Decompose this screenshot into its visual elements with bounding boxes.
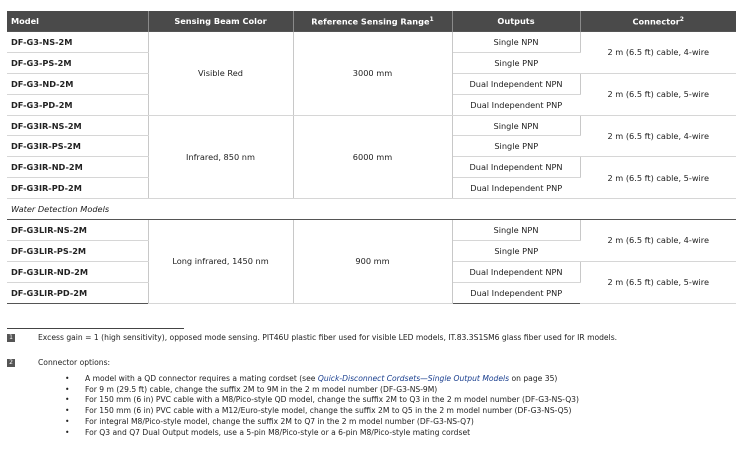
connector-cell: 2 m (6.5 ft) cable, 5-wire xyxy=(580,261,736,303)
footnote-1 xyxy=(7,333,618,343)
output-cell: Single PNP xyxy=(452,136,580,157)
table-header-row xyxy=(7,11,736,32)
output-cell: Single NPN xyxy=(452,32,580,53)
output-cell: Dual Independent PNP xyxy=(452,282,580,303)
col-header-outputs: Outputs xyxy=(452,11,580,32)
footnote-marker: 2 xyxy=(7,359,15,367)
beam-color-cell: Long infrared, 1450 nm xyxy=(148,220,293,304)
col-header-range: Reference Sensing Range$^1$ xyxy=(293,11,452,32)
footnote-divider xyxy=(7,328,184,329)
footnote-2 xyxy=(7,358,111,368)
section-row xyxy=(7,199,736,220)
sensing-range-cell: 3000 mm xyxy=(293,32,452,116)
cordsets-link[interactable]: Quick-Disconnect Cordsets—Single Output Models xyxy=(317,374,510,383)
footnote-marker: 1 xyxy=(7,334,15,342)
model-number: DF-G3-ND-2M xyxy=(7,73,148,94)
beam-color-cell: Visible Red xyxy=(148,32,293,116)
output-cell: Dual Independent NPN xyxy=(452,261,580,282)
table-row xyxy=(7,220,736,241)
output-cell: Single PNP xyxy=(452,52,580,73)
model-number: DF-G3LIR-PS-2M xyxy=(7,240,148,261)
model-number: DF-G3IR-ND-2M xyxy=(7,157,148,178)
connector-cell: 2 m (6.5 ft) cable, 5-wire xyxy=(580,73,736,115)
list-item: • For 150 mm (6 in) PVC cable with a M12/Euro-style model, change the suffix 2M to Q5 in the 2 m model number (DF-G3-NS-Q5) xyxy=(65,406,579,417)
sensing-range-cell: 6000 mm xyxy=(293,115,452,199)
list-item: • For 150 mm (6 in) PVC cable with a M8/Pico-style QD model, change the suffix 2M to Q3 in the 2 m model number (DF-G3-NS-Q3) xyxy=(65,395,579,406)
col-header-beam-color: Sensing Beam Color xyxy=(148,11,293,32)
output-cell: Dual Independent NPN xyxy=(452,73,580,94)
connector-options-list xyxy=(65,374,579,438)
model-number: DF-G3-PS-2M xyxy=(7,52,148,73)
output-cell: Dual Independent NPN xyxy=(452,157,580,178)
model-number: DF-G3LIR-NS-2M xyxy=(7,220,148,241)
output-cell: Single NPN xyxy=(452,115,580,136)
list-item: • A model with a QD connector requires a mating cordset (see Quick-Disconnect Cordsets—Single Output Models on page 35) xyxy=(65,374,579,385)
connector-cell: 2 m (6.5 ft) cable, 4-wire xyxy=(580,220,736,262)
section-label: Water Detection Models xyxy=(7,199,736,220)
sensing-range-cell: 900 mm xyxy=(293,220,452,304)
output-cell: Single PNP xyxy=(452,240,580,261)
footnote-text: Connector options: xyxy=(38,358,111,367)
table-row xyxy=(7,32,736,53)
model-number: DF-G3IR-NS-2M xyxy=(7,115,148,136)
model-number: DF-G3LIR-PD-2M xyxy=(7,282,148,303)
beam-color-cell: Infrared, 850 nm xyxy=(148,115,293,199)
list-item: • For Q3 and Q7 Dual Output models, use a 5-pin M8/Pico-style or a 6-pin M8/Pico-style mating cordset xyxy=(65,428,579,439)
model-number: DF-G3IR-PS-2M xyxy=(7,136,148,157)
output-cell: Dual Independent PNP xyxy=(452,94,580,115)
model-number: DF-G3IR-PD-2M xyxy=(7,178,148,199)
model-spec-table xyxy=(7,11,736,304)
model-number: DF-G3-NS-2M xyxy=(7,32,148,53)
output-cell: Dual Independent PNP xyxy=(452,178,580,199)
connector-cell: 2 m (6.5 ft) cable, 4-wire xyxy=(580,32,736,74)
col-header-model: Model xyxy=(7,11,148,32)
table-row xyxy=(7,115,736,136)
model-number: DF-G3LIR-ND-2M xyxy=(7,261,148,282)
model-number: DF-G3-PD-2M xyxy=(7,94,148,115)
list-item: • For integral M8/Pico-style model, change the suffix 2M to Q7 in the 2 m model number (DF-G3-NS-Q7) xyxy=(65,417,579,428)
connector-cell: 2 m (6.5 ft) cable, 4-wire xyxy=(580,115,736,157)
col-header-connector: Connector$^2$ xyxy=(580,11,736,32)
list-item: • For 9 m (29.5 ft) cable, change the suffix 2M to 9M in the 2 m model number (DF-G3-NS-9M) xyxy=(65,385,579,396)
output-cell: Single NPN xyxy=(452,220,580,241)
footnote-text: Excess gain = 1 (high sensitivity), opposed mode sensing. PIT46U plastic fiber used for visible LED models, IT.83.3S1SM6 glass fiber used for IR models. xyxy=(38,333,618,342)
connector-cell: 2 m (6.5 ft) cable, 5-wire xyxy=(580,157,736,199)
